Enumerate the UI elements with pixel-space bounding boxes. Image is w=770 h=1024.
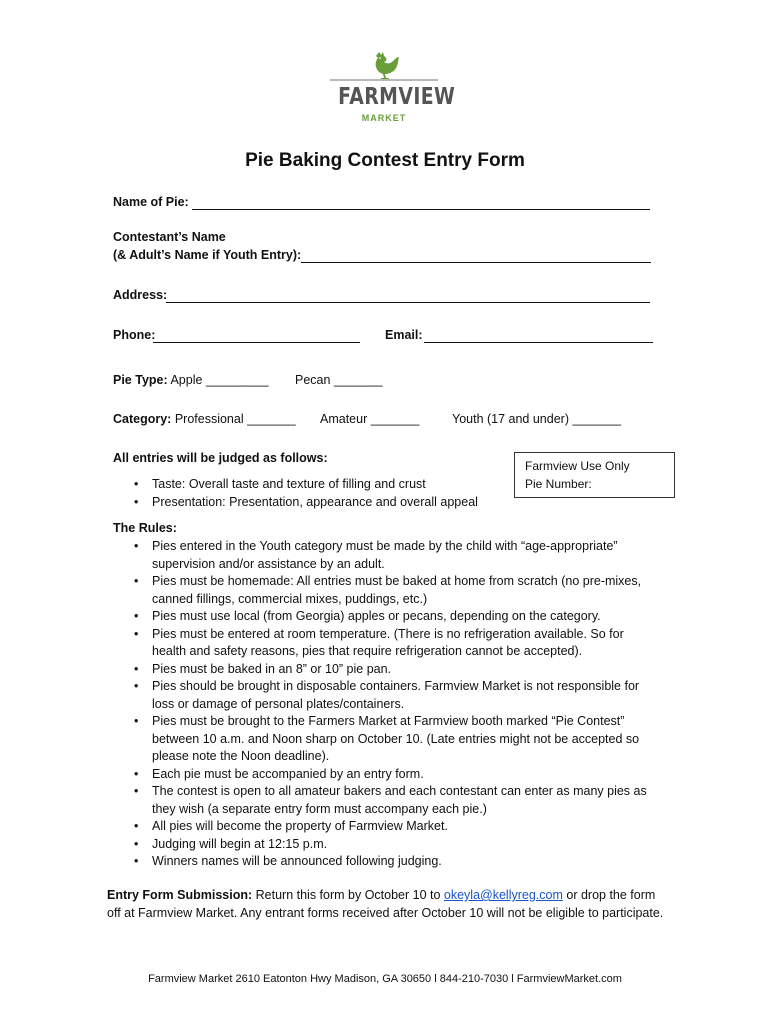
rules-heading: The Rules: xyxy=(113,521,177,535)
list-item: • Pies must use local (from Georgia) apples or pecans, depending on the category. xyxy=(130,608,660,626)
list-item: • Pies must be homemade: All entries must be baked at home from scratch (no pre-mixes, canned fillings, commercial mixes, puddings, etc.) xyxy=(130,573,660,608)
pie-name-field[interactable] xyxy=(192,197,650,210)
list-item: • Pies must be entered at room temperature. (There is no refrigeration available. So for health and safety reasons, pies that require refrigeration cannot be accepted). xyxy=(130,626,660,661)
page-title: Pie Baking Contest Entry Form xyxy=(245,150,525,171)
submission-text-end: or drop the form off at Farmview Market. Any entrant forms received after October 10 will not be eligible to participate. xyxy=(107,888,664,920)
contestant-label-2: (& Adult’s Name if Youth Entry): xyxy=(113,248,302,262)
pie-type-label: Pie Type: xyxy=(113,373,168,387)
email-label: Email: xyxy=(385,328,423,342)
pie-name-label: Name of Pie: xyxy=(113,195,189,209)
contestant-label: Contestant’s Name xyxy=(113,230,226,244)
contestant-name-field[interactable] xyxy=(301,250,651,263)
phone-field[interactable] xyxy=(153,330,360,343)
pie-type-pecan[interactable]: Pecan _______ xyxy=(295,373,383,387)
submission-text: Return this form by October 10 to xyxy=(252,888,444,902)
list-item: • Presentation: Presentation, appearance and overall appeal xyxy=(130,494,510,512)
address-field[interactable] xyxy=(166,290,650,303)
list-item: • Winners names will be announced following judging. xyxy=(130,853,660,871)
category-professional[interactable]: Professional _______ xyxy=(174,412,296,426)
judging-list xyxy=(130,476,510,511)
judging-heading: All entries will be judged as follows: xyxy=(113,451,328,465)
phone-label: Phone: xyxy=(113,328,156,342)
rooster-icon xyxy=(366,50,400,82)
list-item: • Pies entered in the Youth category must be made by the child with “age-appropriate” supervision and/or assistance by an adult. xyxy=(130,538,660,573)
address-label: Address: xyxy=(113,288,168,302)
category-youth[interactable]: Youth (17 and under) _______ xyxy=(452,412,622,426)
office-use-box xyxy=(514,452,675,498)
list-item: • Each pie must be accompanied by an entry form. xyxy=(130,766,660,784)
list-item: • Taste: Overall taste and texture of filling and crust xyxy=(130,476,510,494)
list-item: • Judging will begin at 12:15 p.m. xyxy=(130,836,660,854)
pie-number-label: Pie Number: xyxy=(525,477,592,491)
farmview-logo xyxy=(328,50,456,130)
submission-label: Entry Form Submission: xyxy=(107,888,253,902)
list-item: • Pies must be baked in an 8” or 10” pie pan. xyxy=(130,661,660,679)
list-item: • The contest is open to all amateur bakers and each contestant can enter as many pies as they wish (a separate entry form must accompany each pie.) xyxy=(130,783,660,818)
page-footer: Farmview Market 2610 Eatonton Hwy Madison, GA 30650 l 844-210-7030 l FarmviewMarket.com xyxy=(148,973,622,985)
category-row xyxy=(113,412,296,426)
submission-email-link[interactable]: okeyla@kellyreg.com xyxy=(443,888,563,902)
category-amateur[interactable]: Amateur _______ xyxy=(320,412,420,426)
email-field[interactable] xyxy=(424,330,653,343)
rules-list xyxy=(130,538,660,871)
pie-type-apple[interactable]: Apple _________ xyxy=(170,373,269,387)
list-item: • All pies will become the property of Farmview Market. xyxy=(130,818,660,836)
logo-divider xyxy=(330,79,438,81)
pie-type-row xyxy=(113,373,268,387)
list-item: • Pies must be brought to the Farmers Market at Farmview booth marked “Pie Contest” between 10 a.m. and Noon sharp on October 10. (Late entries might not be accepted so please note the Noon deadline). xyxy=(130,713,660,766)
list-item: • Pies should be brought in disposable containers. Farmview Market is not responsible for loss or damage of personal plates/containers. xyxy=(130,678,660,713)
office-use-label: Farmview Use Only xyxy=(525,459,630,473)
category-label: Category: xyxy=(113,412,172,426)
logo-subtitle: MARKET xyxy=(361,113,407,123)
submission-paragraph xyxy=(107,887,667,922)
logo-brand: FARMVIEW xyxy=(338,84,456,110)
